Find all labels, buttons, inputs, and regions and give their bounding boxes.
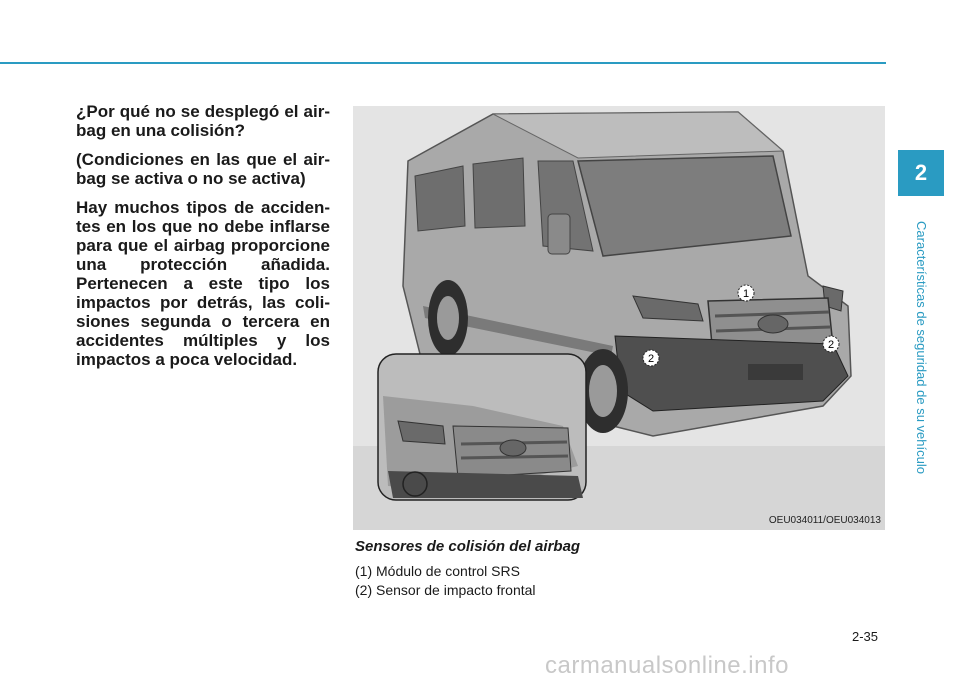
page-number: 2-35 — [852, 629, 879, 644]
marker-2a: 2 — [647, 353, 655, 365]
figure-code: OEU034011/OEU034013 — [768, 515, 881, 526]
watermark: carmanualsonline.info — [545, 652, 789, 679]
figure-caption: Sensores de colisión del airbag — [355, 538, 581, 555]
question-heading: ¿Por qué no se desplegó el air-bag en una colisión? — [76, 102, 330, 140]
marker-1: 1 — [742, 288, 750, 300]
conditions-heading: (Condiciones en las que el air-bag se activa o no se activa) — [76, 150, 330, 188]
header-rule — [0, 62, 886, 64]
legend-item: (2) Sensor de impacto frontal — [355, 582, 536, 598]
chapter-tab: 2 — [898, 150, 944, 196]
legend-item: (1) Módulo de control SRS — [355, 563, 520, 579]
explanation-paragraph: Hay muchos tipos de acciden-tes en los que no debe inflarse para que el airbag proporcione una protección añadida. Pertenecen a este tipo los impactos por detrás, las coli-siones segunda o tercera en accidentes múltiples y los impactos a poca velocidad. — [76, 198, 330, 369]
marker-2b: 2 — [827, 339, 835, 351]
chapter-title — [910, 205, 932, 490]
van-drawing — [353, 106, 885, 530]
body-text — [76, 102, 330, 379]
van-illustration — [353, 106, 885, 530]
chapter-title-text: Características de seguridad de su vehículo — [913, 221, 929, 474]
figure-legend — [355, 562, 536, 600]
